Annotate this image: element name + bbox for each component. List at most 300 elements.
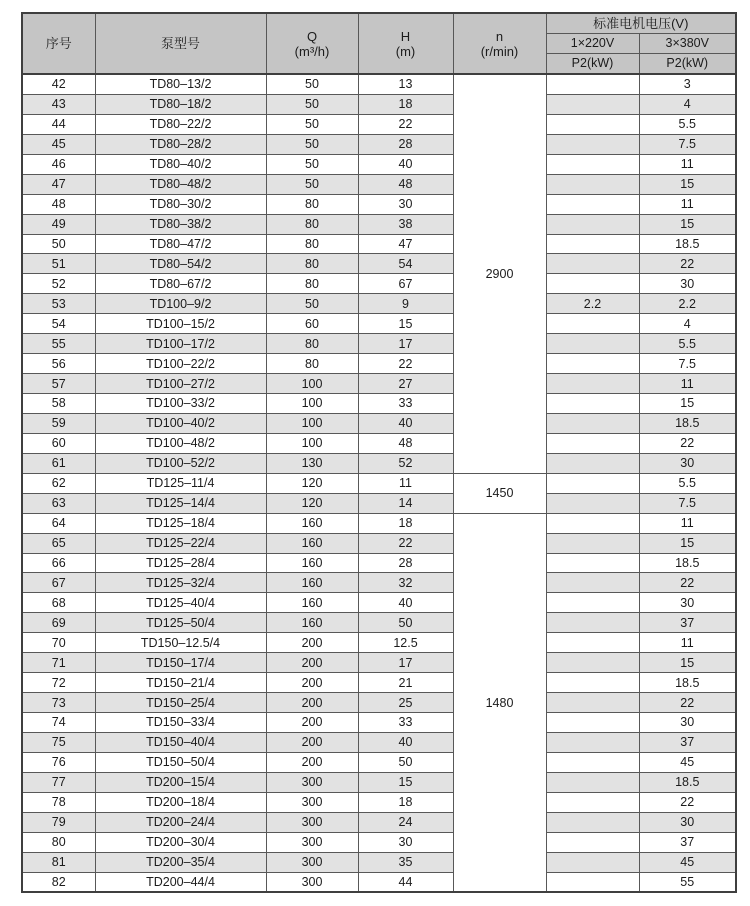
serial-cell: 80 bbox=[22, 832, 95, 852]
head-cell: 44 bbox=[358, 872, 453, 892]
table-row bbox=[22, 134, 736, 154]
header-row-1 bbox=[22, 13, 736, 34]
table-row bbox=[22, 513, 736, 533]
flow-cell: 300 bbox=[266, 812, 358, 832]
serial-cell: 77 bbox=[22, 772, 95, 792]
table-header bbox=[22, 13, 736, 74]
flow-cell: 80 bbox=[266, 254, 358, 274]
p2-380-cell: 7.5 bbox=[639, 354, 736, 374]
table-row bbox=[22, 573, 736, 593]
flow-cell: 300 bbox=[266, 792, 358, 812]
p2-220-cell bbox=[546, 214, 639, 234]
serial-cell: 62 bbox=[22, 473, 95, 493]
flow-cell: 300 bbox=[266, 872, 358, 892]
p2-220-cell bbox=[546, 433, 639, 453]
p2-380-cell: 11 bbox=[639, 513, 736, 533]
serial-cell: 54 bbox=[22, 314, 95, 334]
p2-380-cell: 5.5 bbox=[639, 114, 736, 134]
table-row bbox=[22, 234, 736, 254]
p2-220-cell bbox=[546, 354, 639, 374]
header-speed bbox=[453, 13, 546, 74]
p2-380-cell: 37 bbox=[639, 732, 736, 752]
model-cell: TD80–67/2 bbox=[95, 274, 266, 294]
p2-380-cell: 11 bbox=[639, 154, 736, 174]
serial-cell: 52 bbox=[22, 274, 95, 294]
table-row bbox=[22, 732, 736, 752]
p2-220-cell bbox=[546, 713, 639, 733]
flow-cell: 80 bbox=[266, 334, 358, 354]
table-row bbox=[22, 772, 736, 792]
model-cell: TD80–38/2 bbox=[95, 214, 266, 234]
table-row bbox=[22, 812, 736, 832]
head-cell: 50 bbox=[358, 752, 453, 772]
flow-cell: 200 bbox=[266, 752, 358, 772]
speed-cell: 1450 bbox=[453, 473, 546, 513]
head-cell: 30 bbox=[358, 832, 453, 852]
table-row bbox=[22, 413, 736, 433]
flow-cell: 50 bbox=[266, 294, 358, 314]
head-cell: 18 bbox=[358, 513, 453, 533]
flow-cell: 50 bbox=[266, 94, 358, 114]
p2-220-cell bbox=[546, 633, 639, 653]
head-cell: 22 bbox=[358, 533, 453, 553]
serial-cell: 49 bbox=[22, 214, 95, 234]
head-cell: 14 bbox=[358, 493, 453, 513]
flow-cell: 50 bbox=[266, 174, 358, 194]
p2-220-cell bbox=[546, 254, 639, 274]
serial-cell: 74 bbox=[22, 713, 95, 733]
head-cell: 38 bbox=[358, 214, 453, 234]
table-row bbox=[22, 74, 736, 94]
serial-cell: 59 bbox=[22, 413, 95, 433]
model-cell: TD150–21/4 bbox=[95, 673, 266, 693]
p2-380-cell: 18.5 bbox=[639, 234, 736, 254]
flow-cell: 50 bbox=[266, 154, 358, 174]
p2-380-cell: 55 bbox=[639, 872, 736, 892]
flow-cell: 50 bbox=[266, 74, 358, 94]
model-cell: TD200–18/4 bbox=[95, 792, 266, 812]
table-row bbox=[22, 872, 736, 892]
p2-380-cell: 5.5 bbox=[639, 473, 736, 493]
serial-cell: 65 bbox=[22, 533, 95, 553]
table-row bbox=[22, 194, 736, 214]
table-row bbox=[22, 832, 736, 852]
flow-cell: 160 bbox=[266, 553, 358, 573]
head-cell: 15 bbox=[358, 314, 453, 334]
head-cell: 28 bbox=[358, 553, 453, 573]
model-cell: TD80–40/2 bbox=[95, 154, 266, 174]
table-row bbox=[22, 254, 736, 274]
p2-380-cell: 15 bbox=[639, 174, 736, 194]
flow-cell: 200 bbox=[266, 653, 358, 673]
model-cell: TD100–22/2 bbox=[95, 354, 266, 374]
head-cell: 18 bbox=[358, 792, 453, 812]
p2-220-cell bbox=[546, 134, 639, 154]
serial-cell: 51 bbox=[22, 254, 95, 274]
table-row bbox=[22, 713, 736, 733]
serial-cell: 58 bbox=[22, 394, 95, 414]
header-voltage-group: 标准电机电压(V) bbox=[546, 13, 736, 34]
model-cell: TD100–9/2 bbox=[95, 294, 266, 314]
head-cell: 35 bbox=[358, 852, 453, 872]
table-row bbox=[22, 334, 736, 354]
model-cell: TD150–25/4 bbox=[95, 693, 266, 713]
p2-220-cell bbox=[546, 553, 639, 573]
table-row bbox=[22, 693, 736, 713]
p2-220-cell bbox=[546, 394, 639, 414]
serial-cell: 73 bbox=[22, 693, 95, 713]
model-cell: TD100–15/2 bbox=[95, 314, 266, 334]
model-cell: TD150–50/4 bbox=[95, 752, 266, 772]
flow-cell: 160 bbox=[266, 573, 358, 593]
p2-380-cell: 22 bbox=[639, 792, 736, 812]
flow-cell: 200 bbox=[266, 693, 358, 713]
serial-cell: 75 bbox=[22, 732, 95, 752]
head-cell: 22 bbox=[358, 354, 453, 374]
head-cell: 22 bbox=[358, 114, 453, 134]
p2-220-cell bbox=[546, 593, 639, 613]
p2-380-cell: 3 bbox=[639, 74, 736, 94]
serial-cell: 81 bbox=[22, 852, 95, 872]
p2-220-cell bbox=[546, 653, 639, 673]
model-cell: TD125–50/4 bbox=[95, 613, 266, 633]
flow-cell: 200 bbox=[266, 673, 358, 693]
header-flow-symbol: Q bbox=[306, 28, 318, 44]
header-p2-220: P2(kW) bbox=[546, 54, 639, 75]
head-cell: 48 bbox=[358, 433, 453, 453]
p2-220-cell bbox=[546, 573, 639, 593]
p2-220-cell bbox=[546, 374, 639, 394]
model-cell: TD125–14/4 bbox=[95, 493, 266, 513]
pump-spec-table bbox=[21, 12, 737, 893]
p2-380-cell: 15 bbox=[639, 653, 736, 673]
table-row bbox=[22, 473, 736, 493]
flow-cell: 120 bbox=[266, 473, 358, 493]
p2-380-cell: 30 bbox=[639, 812, 736, 832]
p2-220-cell bbox=[546, 732, 639, 752]
table-row bbox=[22, 752, 736, 772]
header-serial: 序号 bbox=[22, 13, 95, 74]
serial-cell: 76 bbox=[22, 752, 95, 772]
header-model: 泵型号 bbox=[95, 13, 266, 74]
serial-cell: 66 bbox=[22, 553, 95, 573]
p2-380-cell: 30 bbox=[639, 453, 736, 473]
table-row bbox=[22, 433, 736, 453]
p2-220-cell: 2.2 bbox=[546, 294, 639, 314]
model-cell: TD150–12.5/4 bbox=[95, 633, 266, 653]
head-cell: 13 bbox=[358, 74, 453, 94]
model-cell: TD100–52/2 bbox=[95, 453, 266, 473]
head-cell: 48 bbox=[358, 174, 453, 194]
p2-380-cell: 18.5 bbox=[639, 772, 736, 792]
flow-cell: 200 bbox=[266, 633, 358, 653]
serial-cell: 45 bbox=[22, 134, 95, 154]
head-cell: 9 bbox=[358, 294, 453, 314]
table-row bbox=[22, 613, 736, 633]
serial-cell: 47 bbox=[22, 174, 95, 194]
table-row bbox=[22, 174, 736, 194]
serial-cell: 60 bbox=[22, 433, 95, 453]
table-row bbox=[22, 593, 736, 613]
flow-cell: 160 bbox=[266, 533, 358, 553]
p2-220-cell bbox=[546, 234, 639, 254]
table-row bbox=[22, 294, 736, 314]
head-cell: 33 bbox=[358, 713, 453, 733]
model-cell: TD200–30/4 bbox=[95, 832, 266, 852]
table-row bbox=[22, 94, 736, 114]
model-cell: TD80–22/2 bbox=[95, 114, 266, 134]
serial-cell: 82 bbox=[22, 872, 95, 892]
p2-220-cell bbox=[546, 473, 639, 493]
head-cell: 21 bbox=[358, 673, 453, 693]
p2-220-cell bbox=[546, 154, 639, 174]
p2-380-cell: 45 bbox=[639, 752, 736, 772]
p2-380-cell: 45 bbox=[639, 852, 736, 872]
table-body bbox=[22, 74, 736, 892]
p2-380-cell: 15 bbox=[639, 533, 736, 553]
head-cell: 40 bbox=[358, 732, 453, 752]
p2-380-cell: 37 bbox=[639, 613, 736, 633]
table-row bbox=[22, 374, 736, 394]
serial-cell: 44 bbox=[22, 114, 95, 134]
p2-380-cell: 18.5 bbox=[639, 553, 736, 573]
header-head bbox=[358, 13, 453, 74]
table-row bbox=[22, 653, 736, 673]
model-cell: TD80–47/2 bbox=[95, 234, 266, 254]
p2-380-cell: 22 bbox=[639, 254, 736, 274]
head-cell: 27 bbox=[358, 374, 453, 394]
p2-220-cell bbox=[546, 872, 639, 892]
model-cell: TD200–44/4 bbox=[95, 872, 266, 892]
speed-cell: 1480 bbox=[453, 513, 546, 892]
head-cell: 24 bbox=[358, 812, 453, 832]
head-cell: 54 bbox=[358, 254, 453, 274]
flow-cell: 80 bbox=[266, 234, 358, 254]
p2-220-cell bbox=[546, 94, 639, 114]
p2-220-cell bbox=[546, 114, 639, 134]
header-flow-unit: (m³/h) bbox=[294, 43, 330, 59]
table-row bbox=[22, 852, 736, 872]
flow-cell: 80 bbox=[266, 274, 358, 294]
head-cell: 17 bbox=[358, 334, 453, 354]
head-cell: 52 bbox=[358, 453, 453, 473]
model-cell: TD80–54/2 bbox=[95, 254, 266, 274]
header-p2-380: P2(kW) bbox=[639, 54, 736, 75]
table-row bbox=[22, 533, 736, 553]
flow-cell: 200 bbox=[266, 732, 358, 752]
model-cell: TD150–40/4 bbox=[95, 732, 266, 752]
model-cell: TD100–40/2 bbox=[95, 413, 266, 433]
p2-380-cell: 15 bbox=[639, 214, 736, 234]
p2-220-cell bbox=[546, 314, 639, 334]
serial-cell: 67 bbox=[22, 573, 95, 593]
flow-cell: 130 bbox=[266, 453, 358, 473]
serial-cell: 64 bbox=[22, 513, 95, 533]
model-cell: TD150–33/4 bbox=[95, 713, 266, 733]
serial-cell: 68 bbox=[22, 593, 95, 613]
serial-cell: 55 bbox=[22, 334, 95, 354]
flow-cell: 80 bbox=[266, 354, 358, 374]
table-row bbox=[22, 493, 736, 513]
p2-220-cell bbox=[546, 334, 639, 354]
head-cell: 40 bbox=[358, 593, 453, 613]
p2-220-cell bbox=[546, 174, 639, 194]
flow-cell: 120 bbox=[266, 493, 358, 513]
table-row bbox=[22, 633, 736, 653]
p2-380-cell: 30 bbox=[639, 713, 736, 733]
model-cell: TD80–30/2 bbox=[95, 194, 266, 214]
flow-cell: 50 bbox=[266, 114, 358, 134]
p2-380-cell: 18.5 bbox=[639, 413, 736, 433]
model-cell: TD100–27/2 bbox=[95, 374, 266, 394]
p2-380-cell: 15 bbox=[639, 394, 736, 414]
table-row bbox=[22, 274, 736, 294]
table-row bbox=[22, 673, 736, 693]
flow-cell: 100 bbox=[266, 413, 358, 433]
model-cell: TD80–13/2 bbox=[95, 74, 266, 94]
model-cell: TD100–48/2 bbox=[95, 433, 266, 453]
p2-220-cell bbox=[546, 832, 639, 852]
model-cell: TD80–28/2 bbox=[95, 134, 266, 154]
flow-cell: 160 bbox=[266, 513, 358, 533]
p2-380-cell: 4 bbox=[639, 314, 736, 334]
serial-cell: 69 bbox=[22, 613, 95, 633]
model-cell: TD200–35/4 bbox=[95, 852, 266, 872]
head-cell: 33 bbox=[358, 394, 453, 414]
serial-cell: 71 bbox=[22, 653, 95, 673]
p2-220-cell bbox=[546, 772, 639, 792]
table-row bbox=[22, 314, 736, 334]
model-cell: TD125–18/4 bbox=[95, 513, 266, 533]
p2-220-cell bbox=[546, 74, 639, 94]
flow-cell: 80 bbox=[266, 214, 358, 234]
model-cell: TD100–33/2 bbox=[95, 394, 266, 414]
flow-cell: 160 bbox=[266, 593, 358, 613]
model-cell: TD125–28/4 bbox=[95, 553, 266, 573]
table-row bbox=[22, 394, 736, 414]
p2-380-cell: 18.5 bbox=[639, 673, 736, 693]
speed-cell: 2900 bbox=[453, 74, 546, 473]
flow-cell: 300 bbox=[266, 852, 358, 872]
table-row bbox=[22, 114, 736, 134]
p2-380-cell: 7.5 bbox=[639, 493, 736, 513]
p2-380-cell: 30 bbox=[639, 593, 736, 613]
p2-220-cell bbox=[546, 413, 639, 433]
p2-220-cell bbox=[546, 693, 639, 713]
serial-cell: 53 bbox=[22, 294, 95, 314]
flow-cell: 100 bbox=[266, 433, 358, 453]
header-voltage-380: 3×380V bbox=[639, 34, 736, 54]
flow-cell: 300 bbox=[266, 832, 358, 852]
flow-cell: 100 bbox=[266, 394, 358, 414]
p2-220-cell bbox=[546, 194, 639, 214]
model-cell: TD125–40/4 bbox=[95, 593, 266, 613]
p2-220-cell bbox=[546, 453, 639, 473]
head-cell: 17 bbox=[358, 653, 453, 673]
table-row bbox=[22, 354, 736, 374]
flow-cell: 50 bbox=[266, 134, 358, 154]
p2-380-cell: 11 bbox=[639, 374, 736, 394]
p2-380-cell: 11 bbox=[639, 194, 736, 214]
head-cell: 50 bbox=[358, 613, 453, 633]
flow-cell: 160 bbox=[266, 613, 358, 633]
header-speed-unit: (r/min) bbox=[480, 43, 519, 59]
table-row bbox=[22, 792, 736, 812]
table-row bbox=[22, 453, 736, 473]
head-cell: 67 bbox=[358, 274, 453, 294]
p2-220-cell bbox=[546, 812, 639, 832]
flow-cell: 200 bbox=[266, 713, 358, 733]
header-flow bbox=[266, 13, 358, 74]
serial-cell: 50 bbox=[22, 234, 95, 254]
head-cell: 18 bbox=[358, 94, 453, 114]
serial-cell: 46 bbox=[22, 154, 95, 174]
p2-220-cell bbox=[546, 533, 639, 553]
head-cell: 47 bbox=[358, 234, 453, 254]
serial-cell: 78 bbox=[22, 792, 95, 812]
flow-cell: 60 bbox=[266, 314, 358, 334]
serial-cell: 61 bbox=[22, 453, 95, 473]
header-head-symbol: H bbox=[400, 28, 411, 44]
p2-380-cell: 22 bbox=[639, 433, 736, 453]
p2-220-cell bbox=[546, 274, 639, 294]
p2-380-cell: 37 bbox=[639, 832, 736, 852]
flow-cell: 300 bbox=[266, 772, 358, 792]
p2-220-cell bbox=[546, 792, 639, 812]
serial-cell: 56 bbox=[22, 354, 95, 374]
serial-cell: 43 bbox=[22, 94, 95, 114]
model-cell: TD80–18/2 bbox=[95, 94, 266, 114]
p2-220-cell bbox=[546, 852, 639, 872]
flow-cell: 80 bbox=[266, 194, 358, 214]
model-cell: TD150–17/4 bbox=[95, 653, 266, 673]
serial-cell: 63 bbox=[22, 493, 95, 513]
model-cell: TD80–48/2 bbox=[95, 174, 266, 194]
p2-380-cell: 22 bbox=[639, 693, 736, 713]
p2-220-cell bbox=[546, 752, 639, 772]
p2-380-cell: 11 bbox=[639, 633, 736, 653]
table-row bbox=[22, 214, 736, 234]
head-cell: 28 bbox=[358, 134, 453, 154]
header-speed-symbol: n bbox=[495, 28, 504, 44]
head-cell: 25 bbox=[358, 693, 453, 713]
p2-380-cell: 2.2 bbox=[639, 294, 736, 314]
p2-380-cell: 7.5 bbox=[639, 134, 736, 154]
head-cell: 11 bbox=[358, 473, 453, 493]
p2-380-cell: 30 bbox=[639, 274, 736, 294]
head-cell: 32 bbox=[358, 573, 453, 593]
p2-380-cell: 22 bbox=[639, 573, 736, 593]
model-cell: TD125–22/4 bbox=[95, 533, 266, 553]
model-cell: TD125–32/4 bbox=[95, 573, 266, 593]
model-cell: TD200–24/4 bbox=[95, 812, 266, 832]
serial-cell: 72 bbox=[22, 673, 95, 693]
p2-220-cell bbox=[546, 673, 639, 693]
serial-cell: 79 bbox=[22, 812, 95, 832]
p2-380-cell: 4 bbox=[639, 94, 736, 114]
p2-380-cell: 5.5 bbox=[639, 334, 736, 354]
head-cell: 30 bbox=[358, 194, 453, 214]
head-cell: 40 bbox=[358, 413, 453, 433]
serial-cell: 70 bbox=[22, 633, 95, 653]
model-cell: TD100–17/2 bbox=[95, 334, 266, 354]
head-cell: 15 bbox=[358, 772, 453, 792]
p2-220-cell bbox=[546, 613, 639, 633]
head-cell: 40 bbox=[358, 154, 453, 174]
table-row bbox=[22, 553, 736, 573]
serial-cell: 42 bbox=[22, 74, 95, 94]
serial-cell: 48 bbox=[22, 194, 95, 214]
